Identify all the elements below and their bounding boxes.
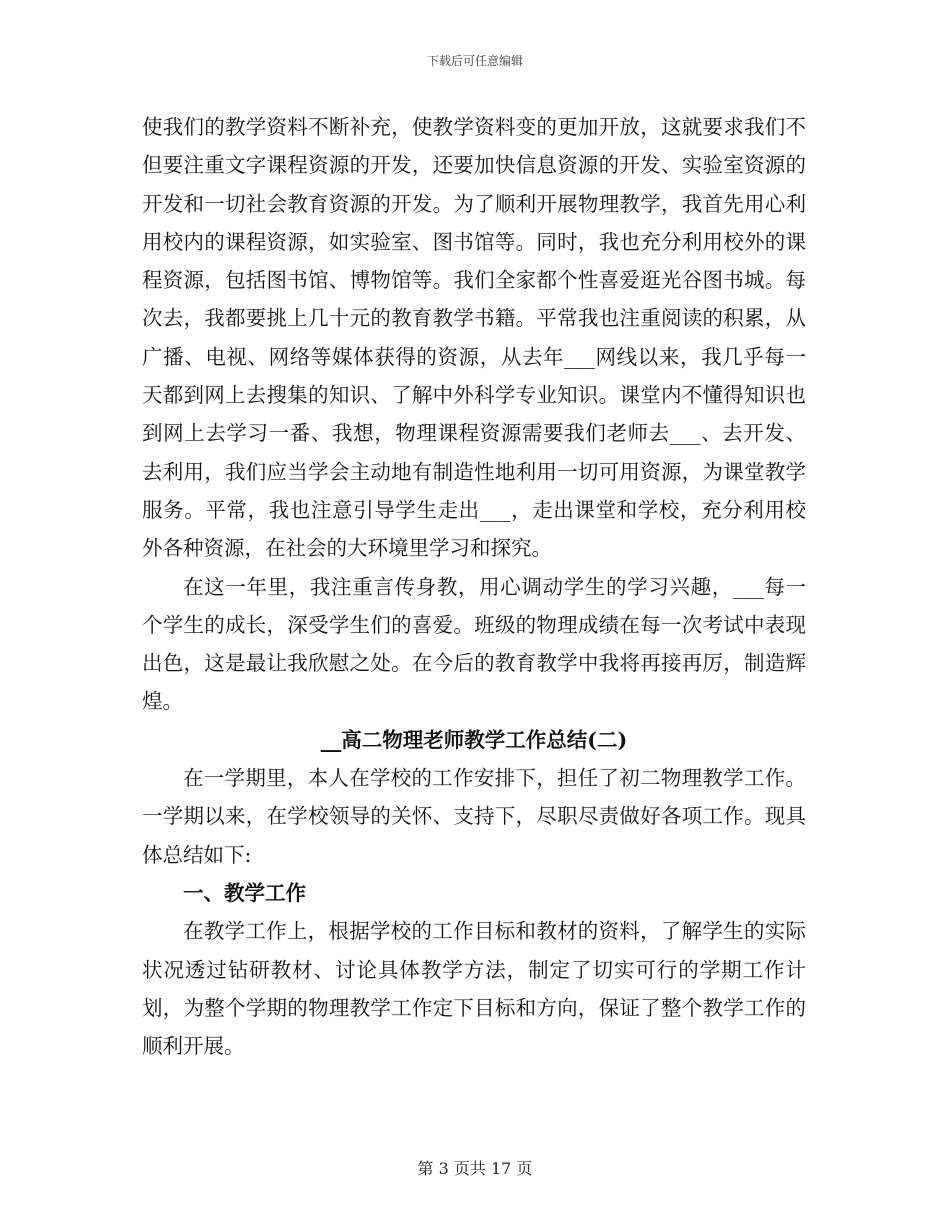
section-title: __高二物理老师教学工作总结(二) [320, 727, 628, 752]
document-body [142, 108, 806, 1065]
subheading-teaching-work: 一、教学工作 [183, 880, 306, 905]
paragraph-intro: 在一学期里，本人在学校的工作安排下，担任了初二物理教学工作。一学期以来，在学校领导的关怀、支持下，尽职尽责做好各项工作。现具体总结如下: [142, 766, 806, 867]
paragraph-teaching-work: 在教学工作上，根据学校的工作目标和教材的资料，了解学生的实际状况透过钻研教材、讨论具体教学方法，制定了切实可行的学期工作计划，为整个学期的物理教学工作定下目标和方向，保证了整个教学工作的顺利开展。 [142, 919, 806, 1059]
download-note: 下载后可任意编辑 [426, 54, 523, 68]
paragraph-year-summary: 在这一年里，我注重言传身教，用心调动学生的学习兴趣，___每一个学生的成长，深受学生们的喜爱。班级的物理成绩在每一次考试中表现出色，这是最让我欣慰之处。在今后的教育教学中我将再接再厉，制造辉煌。 [142, 574, 806, 714]
page-number: 第 3 页共 17 页 [417, 1159, 533, 1178]
paragraph-resources: 使我们的教学资料不断补充，使教学资料变的更加开放，这就要求我们不但要注重文字课程资源的开发，还要加快信息资源的开发、实验室资源的开发和一切社会教育资源的开发。为了顺利开展物理教学，我首先用心利用校内的课程资源，如实验室、图书馆等。同时，我也充分利用校外的课程资源，包括图书馆、博物馆等。我们全家都个性喜爱逛光谷图书城。每次去，我都要挑上几十元的教育教学书籍。平常我也注重阅读的积累，从广播、电视、网络等媒体获得的资源，从去年___网线以来，我几乎每一天都到网上去搜集的知识、了解中外科学专业知识。课堂内不懂得知识也到网上去学习一番、我想，物理课程资源需要我们老师去___、去开发、去利用，我们应当学会主动地有制造性地利用一切可用资源，为课堂教学服务。平常，我也注意引导学生走出___，走出课堂和学校，充分利用校外各种资源，在社会的大环境里学习和探究。 [142, 115, 806, 561]
